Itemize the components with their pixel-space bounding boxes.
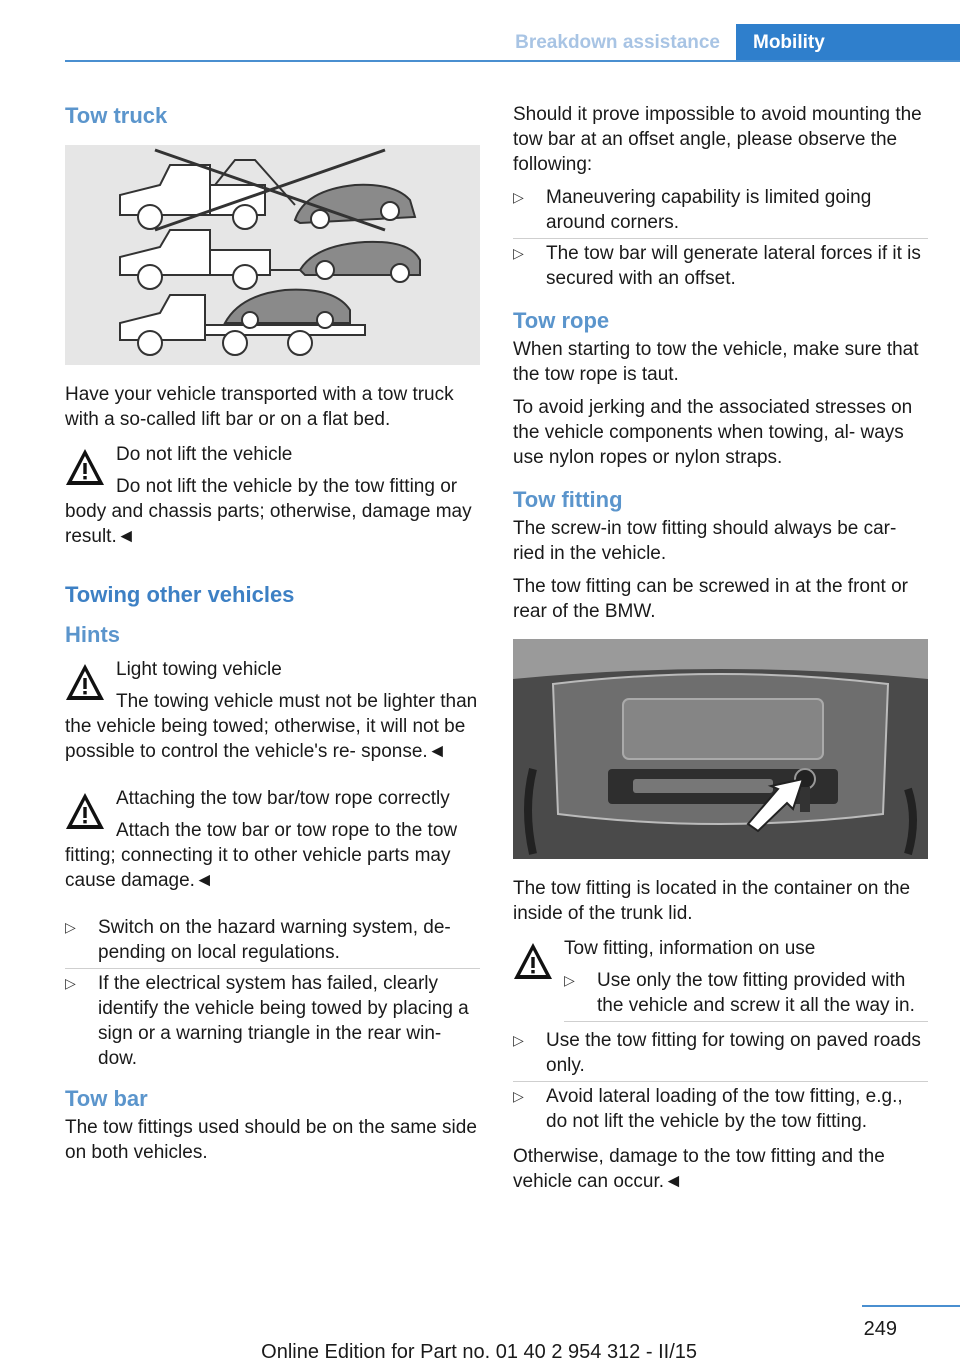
list-item	[65, 971, 480, 1071]
list-item	[513, 1028, 928, 1078]
tow-rope-text-2: To avoid jerking and the associated stresses on the vehicle components when towing, al‐ ways use nylon ropes or nylon straps.	[513, 397, 913, 468]
list-divider	[564, 1021, 928, 1022]
warning-do-not-lift	[65, 442, 480, 549]
edition-text: Online Edition for Part no. 01 40 2 954 312 - II/15	[261, 1341, 697, 1363]
list-item	[65, 915, 480, 965]
page-number: 249	[863, 1318, 897, 1340]
tow-truck-drawing	[65, 145, 480, 365]
tow-bar-heading: Tow bar	[65, 1086, 148, 1111]
list-item	[513, 241, 928, 291]
list-divider	[513, 1081, 928, 1082]
tow-truck-heading: Tow truck	[65, 103, 168, 128]
triangle-bullet-icon: ▷	[513, 245, 524, 261]
warning-body: The towing vehicle must not be lighter than the vehicle being towed; otherwise, it will not be possible to control the vehicle's re‐ sponse.◄	[65, 691, 478, 762]
warning-triangle-icon	[65, 448, 105, 486]
list-divider	[513, 238, 928, 239]
page-header	[0, 0, 960, 62]
header-section-title: Breakdown assistance	[515, 32, 720, 53]
list-divider	[65, 968, 480, 969]
triangle-bullet-icon: ▷	[513, 1088, 524, 1104]
closing-text: Otherwise, damage to the tow fitting and the vehicle can occur.◄	[513, 1146, 885, 1192]
triangle-bullet-icon: ▷	[65, 919, 76, 935]
list-item-text: The tow bar will generate lateral forces if it is secured with an offset.	[546, 243, 921, 289]
list-item-text: Use the tow fitting for towing on paved roads only.	[546, 1030, 921, 1076]
warning-tow-fitting-use	[513, 936, 928, 1018]
list-item	[513, 185, 928, 235]
header-rule	[65, 60, 960, 62]
warning-triangle-icon	[65, 663, 105, 701]
tow-truck-illustration	[65, 145, 480, 365]
trunk-lid-photo	[513, 639, 928, 859]
tow-fitting-text-2: The tow fitting can be screwed in at the front or rear of the BMW.	[513, 576, 908, 622]
warning-inner-list	[564, 968, 928, 1018]
left-column	[65, 102, 480, 1173]
list-item-text: Avoid lateral loading of the tow fitting, e.g., do not lift the vehicle by the tow fitting.	[546, 1086, 903, 1132]
tow-rope-text-1: When starting to tow the vehicle, make sure that the tow rope is taut.	[513, 339, 919, 385]
warning-title: Tow fitting, information on use	[564, 938, 816, 959]
tow-fitting-heading: Tow fitting	[513, 487, 623, 512]
triangle-bullet-icon: ▷	[513, 1032, 524, 1048]
warning-body: Do not lift the vehicle by the tow fitting or body and chassis parts; otherwise, damage may result.◄	[65, 476, 472, 547]
offset-list	[513, 185, 928, 291]
triangle-bullet-icon: ▷	[564, 972, 575, 988]
warning-body: Attach the tow bar or tow rope to the tow fitting; connecting it to other vehicle parts may cause damage.◄	[65, 820, 458, 891]
warning-title: Attaching the tow bar/tow rope correctly	[116, 788, 450, 809]
tow-fitting-location-text: The tow fitting is located in the container on the inside of the trunk lid.	[513, 878, 911, 924]
list-item-text: Switch on the hazard warning system, de‐ pending on local regulations.	[98, 917, 451, 963]
header-chapter-tab: Mobility	[736, 24, 960, 62]
tow-truck-text: Have your vehicle transported with a tow truck with a so-called lift bar or on a flat bed.	[65, 384, 454, 430]
towing-steps-list	[65, 915, 480, 1071]
tow-fitting-text-1: The screw-in tow fitting should always be car‐ ried in the vehicle.	[513, 518, 897, 564]
list-item	[513, 1084, 928, 1134]
footer-rule	[862, 1305, 960, 1307]
offset-intro-text: Should it prove impossible to avoid mounting the tow bar at an offset angle, please observe the following:	[513, 104, 922, 175]
triangle-bullet-icon: ▷	[513, 189, 524, 205]
warning-title: Do not lift the vehicle	[116, 444, 293, 465]
warning-title: Light towing vehicle	[116, 659, 282, 680]
warning-light-towing-vehicle	[65, 657, 480, 764]
tow-rope-heading: Tow rope	[513, 308, 610, 333]
list-item-text: Use only the tow fitting provided with the vehicle and screw it all the way in.	[597, 970, 915, 1016]
list-item-text: If the electrical system has failed, clearly identify the vehicle being towed by placing a sign or a warning triangle in the rear win‐ dow.	[98, 973, 469, 1069]
towing-other-vehicles-heading: Towing other vehicles	[65, 582, 295, 607]
triangle-bullet-icon: ▷	[65, 975, 76, 991]
list-item-text: Maneuvering capability is limited going around corners.	[546, 187, 872, 233]
right-column	[513, 102, 928, 1202]
warning-attaching-tow-bar	[65, 786, 480, 893]
tow-bar-text: The tow fittings used should be on the same side on both vehicles.	[65, 1117, 477, 1163]
trunk-lid-drawing	[513, 639, 928, 859]
warning-triangle-icon	[65, 792, 105, 830]
hints-heading: Hints	[65, 622, 120, 647]
list-item	[564, 968, 928, 1018]
warning-triangle-icon	[513, 942, 553, 980]
tow-fitting-use-list	[513, 1028, 928, 1134]
